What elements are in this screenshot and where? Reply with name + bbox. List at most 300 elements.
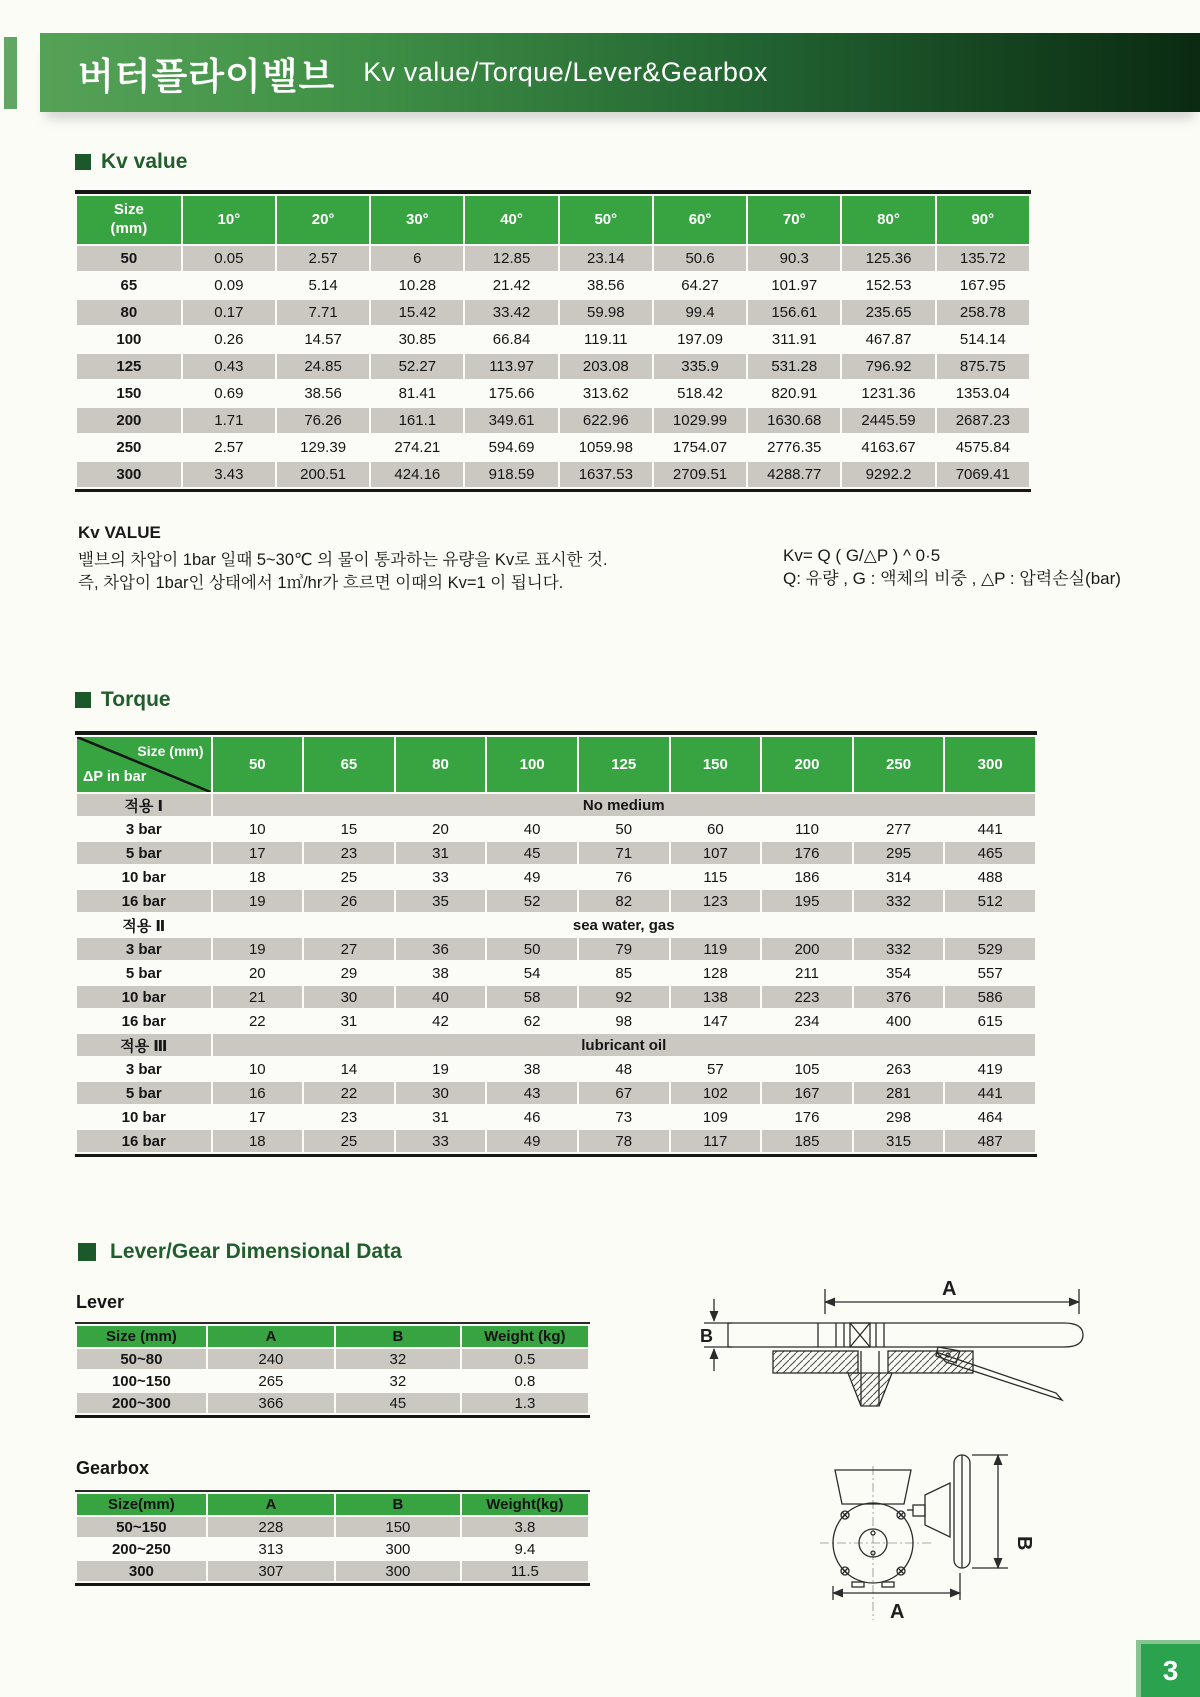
torque-value-cell: 281 — [854, 1082, 944, 1104]
torque-value-cell: 43 — [487, 1082, 577, 1104]
torque-value-cell: 105 — [762, 1058, 852, 1080]
kv-value-cell: 156.61 — [748, 300, 840, 325]
torque-value-cell: 79 — [579, 938, 669, 960]
torque-bar-label: 10 bar — [77, 1106, 211, 1128]
torque-value-cell: 400 — [854, 1010, 944, 1032]
gearbox-table-row — [77, 1561, 588, 1581]
lever-size-cell: 200~300 — [77, 1393, 206, 1413]
torque-bar-label: 10 bar — [77, 866, 211, 888]
torque-value-cell: 195 — [762, 890, 852, 912]
torque-size-header: 200 — [762, 737, 852, 792]
torque-size-header: 300 — [945, 737, 1035, 792]
kv-size-header-line2: (mm) — [110, 220, 148, 237]
gearbox-value-cell: 150 — [336, 1517, 460, 1537]
torque-bar-label: 5 bar — [77, 842, 211, 864]
kv-value-cell: 3.43 — [183, 462, 275, 487]
torque-value-cell: 82 — [579, 890, 669, 912]
torque-value-cell: 211 — [762, 962, 852, 984]
torque-value-cell: 19 — [396, 1058, 486, 1080]
kv-table-row — [77, 381, 1029, 406]
gearbox-column-header: B — [336, 1494, 460, 1515]
torque-value-cell: 73 — [579, 1106, 669, 1128]
torque-value-cell: 419 — [945, 1058, 1035, 1080]
kv-value-cell: 2.57 — [183, 435, 275, 460]
torque-section-heading — [75, 688, 171, 712]
kv-note-heading: Kv VALUE — [78, 523, 161, 542]
torque-value-cell: 615 — [945, 1010, 1035, 1032]
torque-size-header: 50 — [213, 737, 303, 792]
torque-value-cell: 176 — [762, 1106, 852, 1128]
gearbox-value-cell: 313 — [208, 1539, 334, 1559]
kv-table-row — [77, 300, 1029, 325]
torque-value-cell: 19 — [213, 938, 303, 960]
torque-value-cell: 38 — [487, 1058, 577, 1080]
torque-value-cell: 441 — [945, 1082, 1035, 1104]
torque-value-cell: 31 — [396, 1106, 486, 1128]
torque-table-grid — [75, 735, 1037, 1154]
torque-value-cell: 332 — [854, 890, 944, 912]
kv-value-cell: 81.41 — [371, 381, 463, 406]
torque-group-row — [77, 794, 1035, 816]
kv-value-cell: 2709.51 — [654, 462, 746, 487]
kv-value-cell: 9292.2 — [842, 462, 934, 487]
kv-header-row — [77, 196, 1029, 244]
gearbox-value-cell: 300 — [336, 1561, 460, 1581]
torque-value-cell: 128 — [671, 962, 761, 984]
kv-value-cell: 90.3 — [748, 246, 840, 271]
torque-value-cell: 46 — [487, 1106, 577, 1128]
torque-corner-size-label: Size (mm) — [137, 743, 204, 759]
lever-column-header: B — [336, 1326, 460, 1347]
kv-col-size-header — [77, 196, 181, 244]
torque-table-row — [77, 986, 1035, 1008]
torque-value-cell: 488 — [945, 866, 1035, 888]
kv-value-cell: 203.08 — [560, 354, 652, 379]
kv-angle-header: 20° — [277, 196, 369, 244]
lever-header-row — [77, 1326, 588, 1347]
kv-value-cell: 274.21 — [371, 435, 463, 460]
torque-value-cell: 31 — [396, 842, 486, 864]
kv-value-cell: 38.56 — [277, 381, 369, 406]
lever-value-cell: 366 — [208, 1393, 334, 1413]
kv-angle-header: 80° — [842, 196, 934, 244]
lever-table-grid — [75, 1324, 590, 1415]
page-subtitle: Kv value/Torque/Lever&Gearbox — [363, 57, 768, 87]
torque-value-cell: 14 — [304, 1058, 394, 1080]
torque-value-cell: 76 — [579, 866, 669, 888]
kv-value-cell: 2.57 — [277, 246, 369, 271]
kv-value-cell: 349.61 — [465, 408, 557, 433]
torque-value-cell: 33 — [396, 1130, 486, 1152]
lever-value-cell: 0.8 — [462, 1371, 588, 1391]
kv-value-cell: 135.72 — [937, 246, 1029, 271]
gearbox-table-grid — [75, 1492, 590, 1583]
kv-value-cell: 50.6 — [654, 246, 746, 271]
torque-table-row — [77, 1082, 1035, 1104]
kv-value-cell: 23.14 — [560, 246, 652, 271]
gearbox-dim-b-label: B — [1013, 1536, 1035, 1551]
torque-medium-cell: sea water, gas — [213, 914, 1036, 936]
gearbox-header-row — [77, 1494, 588, 1515]
torque-corner-dp-label: ΔP in bar — [83, 769, 147, 785]
kv-value-cell: 313.62 — [560, 381, 652, 406]
kv-value-cell: 1630.68 — [748, 408, 840, 433]
torque-value-cell: 123 — [671, 890, 761, 912]
torque-value-cell: 33 — [396, 866, 486, 888]
kv-value-cell: 2687.23 — [937, 408, 1029, 433]
torque-value-cell: 48 — [579, 1058, 669, 1080]
kv-value-cell: 467.87 — [842, 327, 934, 352]
lever-column-header: A — [208, 1326, 334, 1347]
gearbox-table-title: Gearbox — [76, 1458, 150, 1478]
kv-angle-header: 50° — [560, 196, 652, 244]
torque-table-row — [77, 1106, 1035, 1128]
kv-value-cell: 197.09 — [654, 327, 746, 352]
kv-value-cell: 99.4 — [654, 300, 746, 325]
kv-value-cell: 0.69 — [183, 381, 275, 406]
lever-value-cell: 265 — [208, 1371, 334, 1391]
torque-value-cell: 16 — [213, 1082, 303, 1104]
torque-bar-label: 16 bar — [77, 1010, 211, 1032]
torque-table-row — [77, 818, 1035, 840]
kv-size-header-line1: Size — [113, 201, 144, 219]
kv-table-body — [77, 246, 1029, 487]
lever-value-cell: 1.3 — [462, 1393, 588, 1413]
kv-formula-block — [783, 544, 1121, 590]
torque-size-header: 250 — [854, 737, 944, 792]
torque-value-cell: 315 — [854, 1130, 944, 1152]
kv-value-cell: 335.9 — [654, 354, 746, 379]
torque-value-cell: 110 — [762, 818, 852, 840]
kv-size-cell: 100 — [77, 327, 181, 352]
gearbox-value-cell: 228 — [208, 1517, 334, 1537]
torque-value-cell: 10 — [213, 1058, 303, 1080]
torque-bar-label: 10 bar — [77, 986, 211, 1008]
kv-value-cell: 64.27 — [654, 273, 746, 298]
gearbox-column-header: Size(mm) — [77, 1494, 206, 1515]
kv-value-cell: 10.28 — [371, 273, 463, 298]
lever-value-cell: 0.5 — [462, 1349, 588, 1369]
kv-table-grid — [75, 194, 1031, 489]
torque-value-cell: 529 — [945, 938, 1035, 960]
kv-section-heading — [75, 150, 187, 174]
gearbox-size-cell: 50~150 — [77, 1517, 206, 1537]
kv-value-cell: 59.98 — [560, 300, 652, 325]
torque-value-cell: 23 — [304, 1106, 394, 1128]
torque-value-cell: 78 — [579, 1130, 669, 1152]
torque-value-cell: 376 — [854, 986, 944, 1008]
kv-size-cell: 300 — [77, 462, 181, 487]
torque-bar-label: 3 bar — [77, 1058, 211, 1080]
torque-value-cell: 15 — [304, 818, 394, 840]
torque-value-cell: 71 — [579, 842, 669, 864]
kv-angle-header: 90° — [937, 196, 1029, 244]
kv-value-cell: 0.05 — [183, 246, 275, 271]
lever-technical-drawing — [698, 1276, 1098, 1416]
torque-table-body — [77, 794, 1035, 1152]
kv-value-cell: 101.97 — [748, 273, 840, 298]
kv-table-row — [77, 327, 1029, 352]
gearbox-column-header: Weight(kg) — [462, 1494, 588, 1515]
torque-size-header: 100 — [487, 737, 577, 792]
kv-value-cell: 24.85 — [277, 354, 369, 379]
kv-value-cell: 6 — [371, 246, 463, 271]
kv-value-cell: 5.14 — [277, 273, 369, 298]
torque-value-cell: 223 — [762, 986, 852, 1008]
gearbox-technical-drawing — [812, 1438, 1082, 1638]
kv-value-cell: 14.57 — [277, 327, 369, 352]
gearbox-table-body — [77, 1517, 588, 1581]
kv-value-cell: 52.27 — [371, 354, 463, 379]
kv-size-cell: 125 — [77, 354, 181, 379]
torque-value-cell: 176 — [762, 842, 852, 864]
kv-table-row — [77, 246, 1029, 271]
torque-value-cell: 45 — [487, 842, 577, 864]
torque-bar-label: 3 bar — [77, 818, 211, 840]
kv-value-cell: 820.91 — [748, 381, 840, 406]
torque-value-cell: 50 — [487, 938, 577, 960]
kv-value-cell: 152.53 — [842, 273, 934, 298]
torque-value-cell: 185 — [762, 1130, 852, 1152]
torque-value-cell: 49 — [487, 1130, 577, 1152]
kv-value-cell: 66.84 — [465, 327, 557, 352]
torque-bar-label: 16 bar — [77, 1130, 211, 1152]
torque-value-cell: 19 — [213, 890, 303, 912]
gearbox-table-row — [77, 1517, 588, 1537]
torque-table — [75, 731, 1037, 1157]
torque-value-cell: 40 — [396, 986, 486, 1008]
torque-value-cell: 119 — [671, 938, 761, 960]
kv-angle-header: 70° — [748, 196, 840, 244]
lever-value-cell: 32 — [336, 1371, 460, 1391]
kv-value-cell: 0.09 — [183, 273, 275, 298]
kv-section-heading-label: Kv value — [101, 150, 188, 173]
torque-value-cell: 117 — [671, 1130, 761, 1152]
torque-value-cell: 109 — [671, 1106, 761, 1128]
torque-value-cell: 354 — [854, 962, 944, 984]
kv-value-cell: 12.85 — [465, 246, 557, 271]
kv-value-cell: 1637.53 — [560, 462, 652, 487]
torque-bar-label: 5 bar — [77, 962, 211, 984]
torque-bar-label: 5 bar — [77, 1082, 211, 1104]
torque-medium-cell: No medium — [213, 794, 1036, 816]
accent-bar — [4, 37, 17, 109]
kv-value-cell: 33.42 — [465, 300, 557, 325]
torque-group-row — [77, 914, 1035, 936]
torque-value-cell: 58 — [487, 986, 577, 1008]
kv-size-cell: 200 — [77, 408, 181, 433]
torque-value-cell: 586 — [945, 986, 1035, 1008]
torque-value-cell: 40 — [487, 818, 577, 840]
gearbox-size-cell: 200~250 — [77, 1539, 206, 1559]
torque-value-cell: 512 — [945, 890, 1035, 912]
kv-value-cell: 0.26 — [183, 327, 275, 352]
page-number-badge — [1136, 1640, 1200, 1697]
torque-value-cell: 54 — [487, 962, 577, 984]
page-number: 3 — [1162, 1654, 1179, 1686]
kv-value-cell: 2445.59 — [842, 408, 934, 433]
torque-value-cell: 10 — [213, 818, 303, 840]
kv-value-cell: 113.97 — [465, 354, 557, 379]
kv-table-row — [77, 435, 1029, 460]
torque-value-cell: 18 — [213, 1130, 303, 1152]
kv-table-row — [77, 408, 1029, 433]
kv-table-row — [77, 273, 1029, 298]
torque-value-cell: 50 — [579, 818, 669, 840]
torque-value-cell: 102 — [671, 1082, 761, 1104]
kv-value-cell: 1.71 — [183, 408, 275, 433]
torque-value-cell: 277 — [854, 818, 944, 840]
gearbox-value-cell: 11.5 — [462, 1561, 588, 1581]
kv-size-cell: 65 — [77, 273, 181, 298]
torque-value-cell: 92 — [579, 986, 669, 1008]
torque-value-cell: 465 — [945, 842, 1035, 864]
torque-table-row — [77, 938, 1035, 960]
torque-value-cell: 22 — [213, 1010, 303, 1032]
torque-table-row — [77, 1058, 1035, 1080]
torque-value-cell: 138 — [671, 986, 761, 1008]
section-marker-icon — [75, 154, 91, 170]
torque-table-row — [77, 866, 1035, 888]
kv-size-cell: 50 — [77, 246, 181, 271]
torque-section-heading-label: Torque — [101, 688, 171, 711]
torque-value-cell: 35 — [396, 890, 486, 912]
kv-value-cell: 4163.67 — [842, 435, 934, 460]
torque-value-cell: 107 — [671, 842, 761, 864]
torque-value-cell: 23 — [304, 842, 394, 864]
torque-size-header: 80 — [396, 737, 486, 792]
torque-corner-header — [77, 737, 211, 792]
kv-value-cell: 125.36 — [842, 246, 934, 271]
kv-value-cell: 129.39 — [277, 435, 369, 460]
torque-value-cell: 234 — [762, 1010, 852, 1032]
torque-group-label: 적용 Ⅰ — [77, 794, 211, 816]
kv-value-cell: 2776.35 — [748, 435, 840, 460]
torque-value-cell: 263 — [854, 1058, 944, 1080]
kv-value-cell: 518.42 — [654, 381, 746, 406]
kv-value-cell: 4288.77 — [748, 462, 840, 487]
kv-value-cell: 200.51 — [277, 462, 369, 487]
torque-value-cell: 42 — [396, 1010, 486, 1032]
kv-value-cell: 918.59 — [465, 462, 557, 487]
lever-value-cell: 32 — [336, 1349, 460, 1369]
kv-value-cell: 235.65 — [842, 300, 934, 325]
torque-size-header: 150 — [671, 737, 761, 792]
torque-value-cell: 57 — [671, 1058, 761, 1080]
kv-value-cell: 796.92 — [842, 354, 934, 379]
lever-value-cell: 45 — [336, 1393, 460, 1413]
torque-value-cell: 18 — [213, 866, 303, 888]
kv-angle-header: 30° — [371, 196, 463, 244]
kv-value-cell: 514.14 — [937, 327, 1029, 352]
torque-value-cell: 22 — [304, 1082, 394, 1104]
torque-value-cell: 30 — [396, 1082, 486, 1104]
torque-table-row — [77, 890, 1035, 912]
kv-value-cell: 7069.41 — [937, 462, 1029, 487]
torque-group-label: 적용 Ⅲ — [77, 1034, 211, 1056]
kv-size-cell: 150 — [77, 381, 181, 406]
kv-value-cell: 1059.98 — [560, 435, 652, 460]
lever-size-cell: 50~80 — [77, 1349, 206, 1369]
torque-value-cell: 29 — [304, 962, 394, 984]
lever-table-row — [77, 1371, 588, 1391]
torque-value-cell: 21 — [213, 986, 303, 1008]
kv-angle-header: 40° — [465, 196, 557, 244]
kv-value-cell: 21.42 — [465, 273, 557, 298]
kv-table — [75, 190, 1031, 492]
gearbox-value-cell: 3.8 — [462, 1517, 588, 1537]
page-header-banner — [40, 33, 1200, 112]
kv-value-cell: 258.78 — [937, 300, 1029, 325]
kv-value-cell: 4575.84 — [937, 435, 1029, 460]
section-marker-icon — [78, 1243, 96, 1261]
torque-value-cell: 17 — [213, 1106, 303, 1128]
kv-size-cell: 250 — [77, 435, 181, 460]
lever-value-cell: 240 — [208, 1349, 334, 1369]
torque-value-cell: 557 — [945, 962, 1035, 984]
kv-value-cell: 594.69 — [465, 435, 557, 460]
kv-value-cell: 15.42 — [371, 300, 463, 325]
lever-column-header: Size (mm) — [77, 1326, 206, 1347]
torque-value-cell: 67 — [579, 1082, 669, 1104]
kv-note — [78, 521, 608, 596]
torque-value-cell: 27 — [304, 938, 394, 960]
torque-value-cell: 186 — [762, 866, 852, 888]
kv-value-cell: 175.66 — [465, 381, 557, 406]
torque-header-row — [77, 737, 1035, 792]
page-title: 버터플라이밸브 — [78, 55, 336, 97]
gearbox-dim-a-label: A — [890, 1601, 905, 1623]
torque-value-cell: 20 — [213, 962, 303, 984]
torque-value-cell: 17 — [213, 842, 303, 864]
torque-value-cell: 98 — [579, 1010, 669, 1032]
kv-note-line1: 밸브의 차압이 1bar 일때 5~30℃ 의 물이 통과하는 유량을 Kv로 표시한 것. — [78, 550, 608, 569]
torque-value-cell: 52 — [487, 890, 577, 912]
kv-value-cell: 7.71 — [277, 300, 369, 325]
lever-size-cell: 100~150 — [77, 1371, 206, 1391]
lever-table — [75, 1322, 590, 1418]
gearbox-column-header: A — [208, 1494, 334, 1515]
kv-table-row — [77, 354, 1029, 379]
torque-value-cell: 487 — [945, 1130, 1035, 1152]
torque-value-cell: 167 — [762, 1082, 852, 1104]
kv-value-cell: 875.75 — [937, 354, 1029, 379]
torque-value-cell: 85 — [579, 962, 669, 984]
torque-table-row — [77, 842, 1035, 864]
torque-value-cell: 26 — [304, 890, 394, 912]
gearbox-table — [75, 1490, 590, 1586]
torque-value-cell: 62 — [487, 1010, 577, 1032]
kv-angle-header: 60° — [654, 196, 746, 244]
torque-size-header: 125 — [579, 737, 669, 792]
gearbox-size-cell: 300 — [77, 1561, 206, 1581]
torque-size-header: 65 — [304, 737, 394, 792]
torque-value-cell: 200 — [762, 938, 852, 960]
kv-value-cell: 0.43 — [183, 354, 275, 379]
kv-size-cell: 80 — [77, 300, 181, 325]
torque-value-cell: 441 — [945, 818, 1035, 840]
kv-value-cell: 161.1 — [371, 408, 463, 433]
kv-value-cell: 311.91 — [748, 327, 840, 352]
torque-value-cell: 332 — [854, 938, 944, 960]
torque-value-cell: 38 — [396, 962, 486, 984]
lever-column-header: Weight (kg) — [462, 1326, 588, 1347]
kv-value-cell: 1353.04 — [937, 381, 1029, 406]
lever-dim-b-label: B — [700, 1326, 713, 1346]
torque-table-row — [77, 962, 1035, 984]
torque-value-cell: 30 — [304, 986, 394, 1008]
torque-value-cell: 60 — [671, 818, 761, 840]
